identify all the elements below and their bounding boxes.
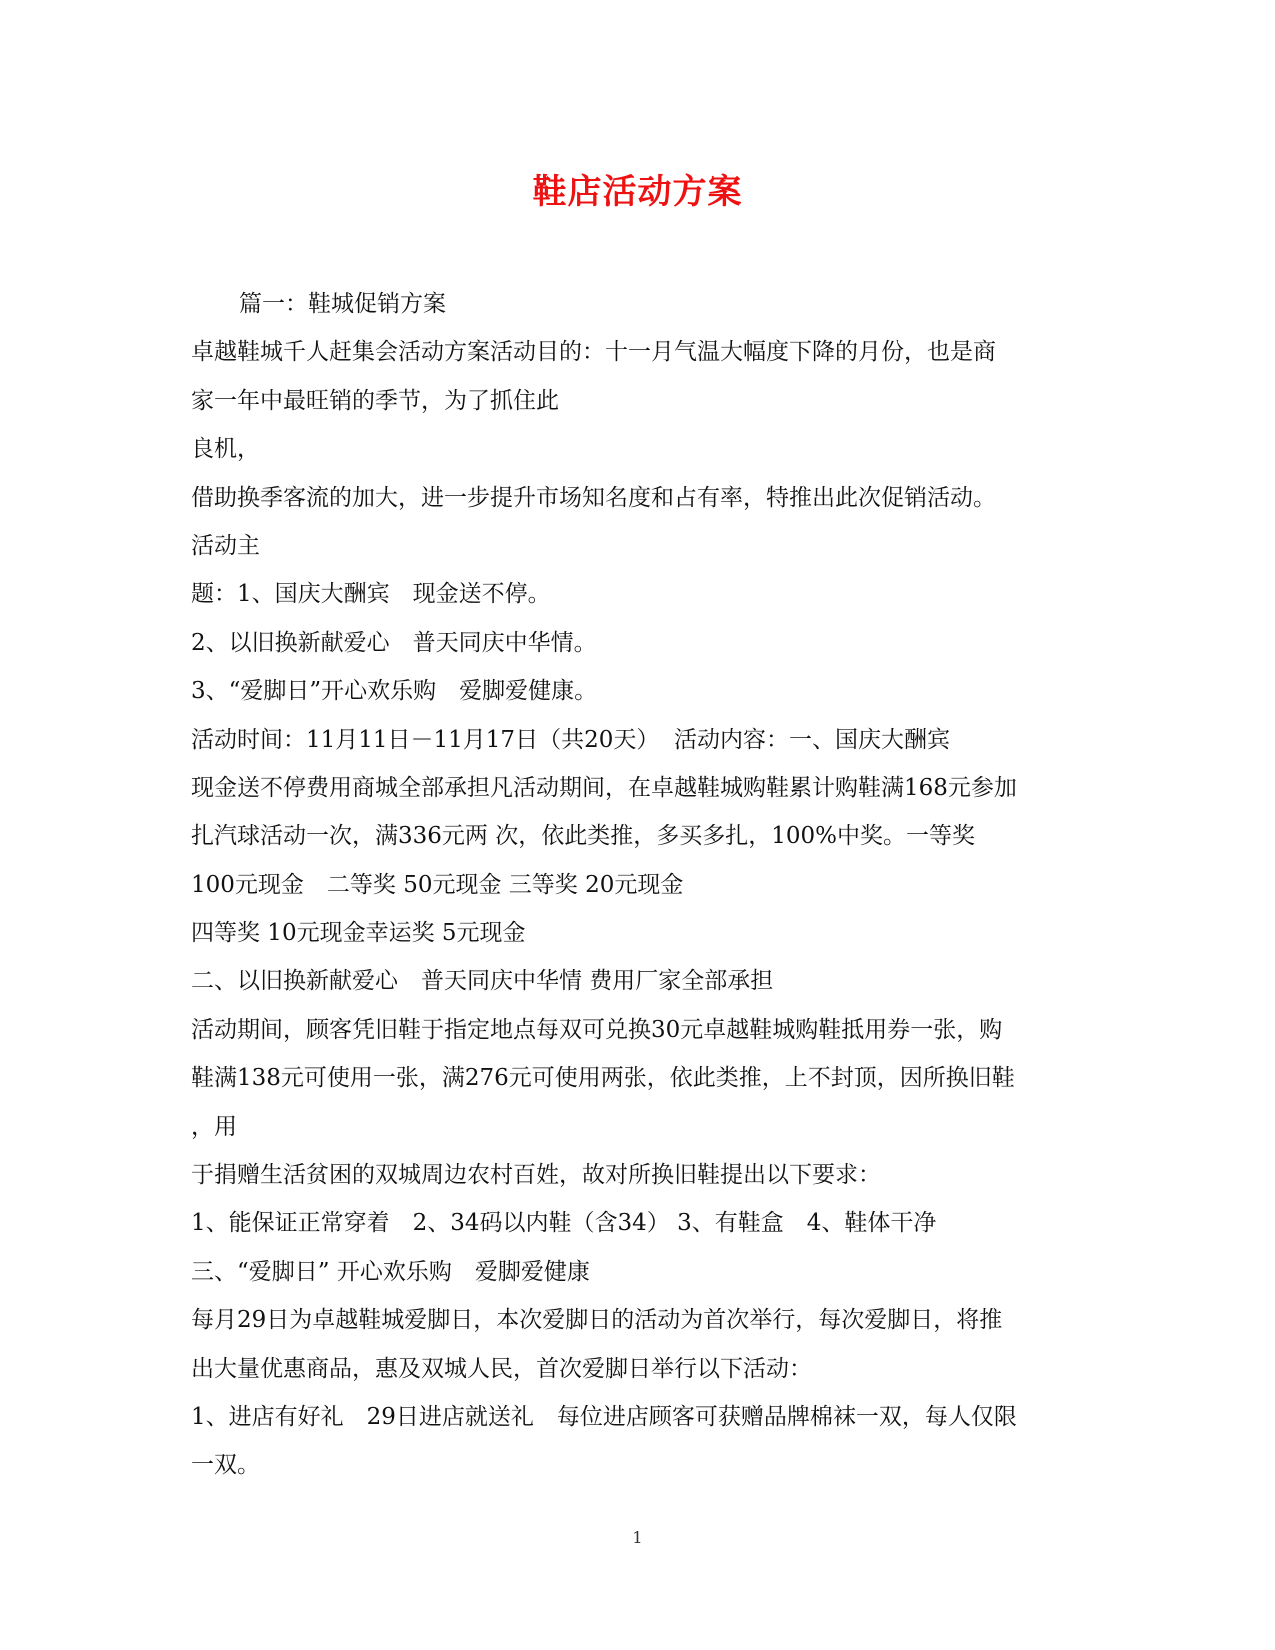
paragraph-line: 借助换季客流的加大，进一步提升市场知名度和占有率，特推出此次促销活动。 xyxy=(191,484,996,511)
paragraph-line: 2、以旧换新献爱心 普天同庆中华情。 xyxy=(191,629,597,656)
paragraph-line: 活动主 xyxy=(191,532,260,559)
paragraph-line: 每月29日为卓越鞋城爱脚日，本次爱脚日的活动为首次举行，每次爱脚日，将推 xyxy=(191,1307,1003,1334)
document-body xyxy=(191,280,1091,1490)
paragraph-line: ，用 xyxy=(191,1113,237,1140)
paragraph-line: 3、“爱脚日”开心欢乐购 爱脚爱健康。 xyxy=(191,678,598,705)
section-heading: 篇一：鞋城促销方案 xyxy=(239,291,446,317)
paragraph-line: 鞋满138元可使用一张，满276元可使用两张，依此类推，上不封顶，因所换旧鞋 xyxy=(191,1065,1015,1092)
paragraph-line: 活动时间：11月11日－11月17日（共20天） 活动内容：一、国庆大酬宾 xyxy=(191,726,950,753)
paragraph-line: 三、“爱脚日” 开心欢乐购 爱脚爱健康 xyxy=(191,1258,590,1285)
paragraph-line: 100元现金 二等奖 50元现金 三等奖 20元现金 xyxy=(191,871,684,898)
paragraph-line: 一双。 xyxy=(191,1452,260,1479)
paragraph-line: 1、进店有好礼 29日进店就送礼 每位进店顾客可获赠品牌棉袜一双，每人仅限 xyxy=(191,1403,1017,1430)
paragraph-line: 家一年中最旺销的季节，为了抓住此 xyxy=(191,387,559,414)
paragraph-line: 良机， xyxy=(191,436,260,463)
paragraph-line: 现金送不停费用商城全部承担凡活动期间，在卓越鞋城购鞋累计购鞋满168元参加 xyxy=(191,774,1017,801)
page-number: 1 xyxy=(632,1528,643,1547)
paragraph-line: 1、能保证正常穿着 2、34码以内鞋（含34） 3、有鞋盒 4、鞋体干净 xyxy=(191,1210,937,1237)
paragraph-line: 题：1、国庆大酬宾 现金送不停。 xyxy=(191,581,551,608)
paragraph-line: 扎汽球活动一次，满336元两 次，依此类推，多买多扎，100%中奖。一等奖 xyxy=(191,823,975,850)
paragraph-line: 于捐赠生活贫困的双城周边农村百姓，故对所换旧鞋提出以下要求： xyxy=(191,1162,881,1189)
paragraph-line: 卓越鞋城千人赶集会活动方案活动目的：十一月气温大幅度下降的月份，也是商 xyxy=(191,339,996,366)
paragraph-line: 二、以旧换新献爱心 普天同庆中华情 费用厂家全部承担 xyxy=(191,968,774,995)
paragraph-line: 四等奖 10元现金幸运奖 5元现金 xyxy=(191,920,526,947)
paragraph-line: 出大量优惠商品，惠及双城人民，首次爱脚日举行以下活动： xyxy=(191,1355,812,1382)
paragraph-line: 活动期间，顾客凭旧鞋于指定地点每双可兑换30元卓越鞋城购鞋抵用券一张，购 xyxy=(191,1016,1003,1043)
page-title: 鞋店活动方案 xyxy=(532,172,743,212)
